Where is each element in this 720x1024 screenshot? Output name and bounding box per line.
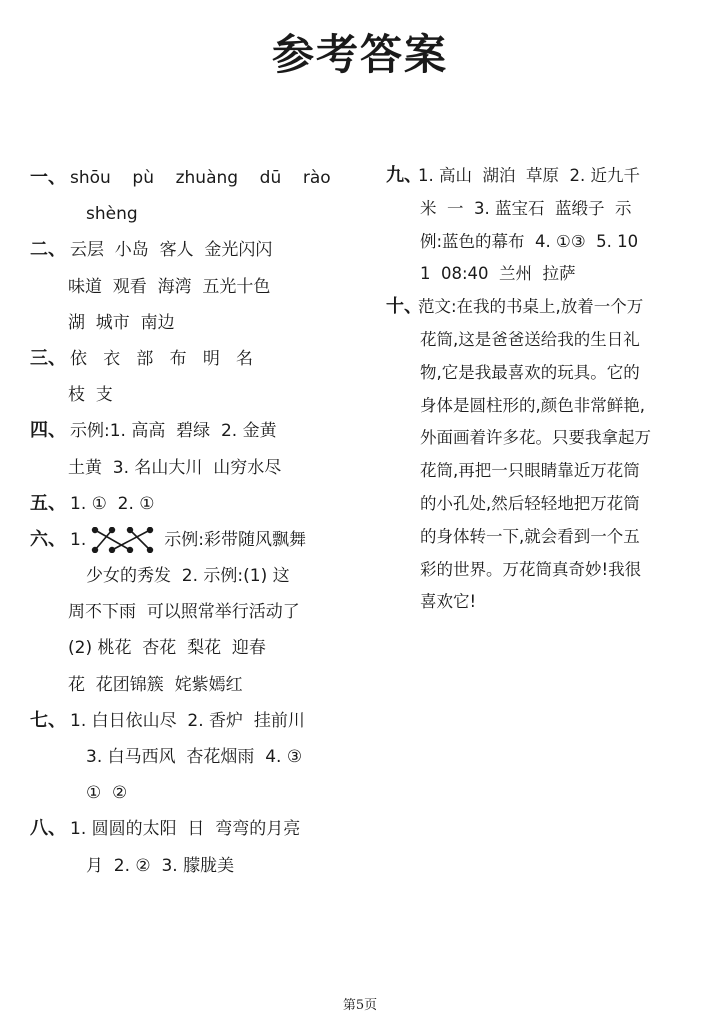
answer-2-line-1 xyxy=(30,232,370,268)
section-number: 六、 xyxy=(30,528,66,550)
section-number: 五、 xyxy=(30,492,66,514)
answer-9-line-4: 1 08:40 兰州 拉萨 xyxy=(420,264,576,284)
answer-6-line-3: 周不下雨 可以照常举行活动了 xyxy=(68,602,300,623)
answer-4-line-1 xyxy=(30,413,370,449)
answer-8-line-1 xyxy=(30,811,370,847)
answer-text: 示例:1. 高高 碧绿 2. 金黄 xyxy=(70,421,277,442)
answer-7-line-3: ① ② xyxy=(86,783,128,804)
answer-6-line-4: (2) 桃花 杏花 梨花 迎春 xyxy=(68,638,266,659)
answer-text: 1. 圆圆的太阳 日 弯弯的月亮 xyxy=(70,819,301,840)
answer-10-line-5: 外面画着许多花。只要我拿起万 xyxy=(420,428,651,448)
answer-text: 云层 小岛 客人 金光闪闪 xyxy=(70,240,273,261)
answer-8-line-2: 月 2. ② 3. 朦胧美 xyxy=(86,855,235,876)
answer-10-line-4: 身体是圆柱形的,颜色非常鲜艳, xyxy=(420,395,645,415)
answer-1-line-1 xyxy=(30,160,370,196)
answer-10-line-2: 花筒,这是爸爸送给我的生日礼 xyxy=(420,329,640,349)
answer-text: shōu pù zhuàng dū rào xyxy=(70,168,331,188)
answer-text: 1. ① 2. ① xyxy=(70,493,155,514)
answer-7-line-2: 3. 白马西风 杏花烟雨 4. ③ xyxy=(86,747,303,767)
section-number: 四、 xyxy=(30,420,66,442)
answer-6-line-5: 花 花团锦簇 姹紫嫣红 xyxy=(68,674,243,695)
answer-7-line-1 xyxy=(30,703,370,739)
answer-2-line-3: 湖 城市 南边 xyxy=(68,312,175,333)
answer-10-line-6: 花筒,再把一只眼睛靠近万花筒 xyxy=(420,461,640,481)
answer-text: 示例:彩带随风飘舞 xyxy=(164,529,306,550)
answer-6-line-1 xyxy=(30,522,370,558)
answer-6-line-2: 少女的秀发 2. 示例:(1) 这 xyxy=(86,566,290,587)
answer-10-line-7: 的小孔处,然后轻轻地把万花筒 xyxy=(420,493,640,513)
answer-10-line-9: 彩的世界。万花筒真奇妙!我很 xyxy=(420,559,642,579)
answer-4-line-2: 土黄 3. 名山大川 山穷水尽 xyxy=(68,457,282,478)
answer-9-line-1 xyxy=(386,160,706,193)
answer-3-line-2: 枝 支 xyxy=(68,385,113,406)
section-number: 三、 xyxy=(30,347,66,369)
answer-10-line-8: 的身体转一下,就会看到一个五 xyxy=(420,526,640,546)
answer-5-line-1 xyxy=(30,486,370,522)
section-number: 七、 xyxy=(30,709,66,731)
page-title: 参考答案 xyxy=(271,30,448,79)
answer-2-line-2: 味道 观看 海湾 五光十色 xyxy=(68,276,271,297)
right-column xyxy=(386,160,706,619)
section-number: 一、 xyxy=(30,167,66,188)
page-number: 第5页 xyxy=(342,998,378,1013)
line-matching-diagram xyxy=(90,527,156,553)
answer-10-line-1 xyxy=(386,291,706,324)
section-number: 二、 xyxy=(30,239,66,261)
section-number: 八、 xyxy=(30,818,66,840)
answer-3-line-1 xyxy=(30,341,370,377)
answer-text: 1. 高山 湖泊 草原 2. 近九千 xyxy=(418,166,640,185)
answer-10-line-10: 喜欢它! xyxy=(420,592,477,612)
answer-text: 依 衣 部 布 明 名 xyxy=(70,348,254,369)
left-column xyxy=(30,160,370,884)
answer-1-line-2: shèng xyxy=(86,204,138,225)
answer-9-line-3: 例:蓝色的幕布 4. ①③ 5. 10 xyxy=(420,231,639,251)
answer-text: 范文:在我的书桌上,放着一个万 xyxy=(418,297,644,317)
answer-text: 1. xyxy=(70,529,87,550)
answer-9-line-2: 米 一 3. 蓝宝石 蓝缎子 示 xyxy=(420,198,632,218)
section-number: 十、 xyxy=(386,296,422,318)
answer-10-line-3: 物,它是我最喜欢的玩具。它的 xyxy=(420,362,640,382)
answer-text: 1. 白日依山尽 2. 香炉 挂前川 xyxy=(70,710,305,731)
section-number: 九、 xyxy=(386,165,422,186)
